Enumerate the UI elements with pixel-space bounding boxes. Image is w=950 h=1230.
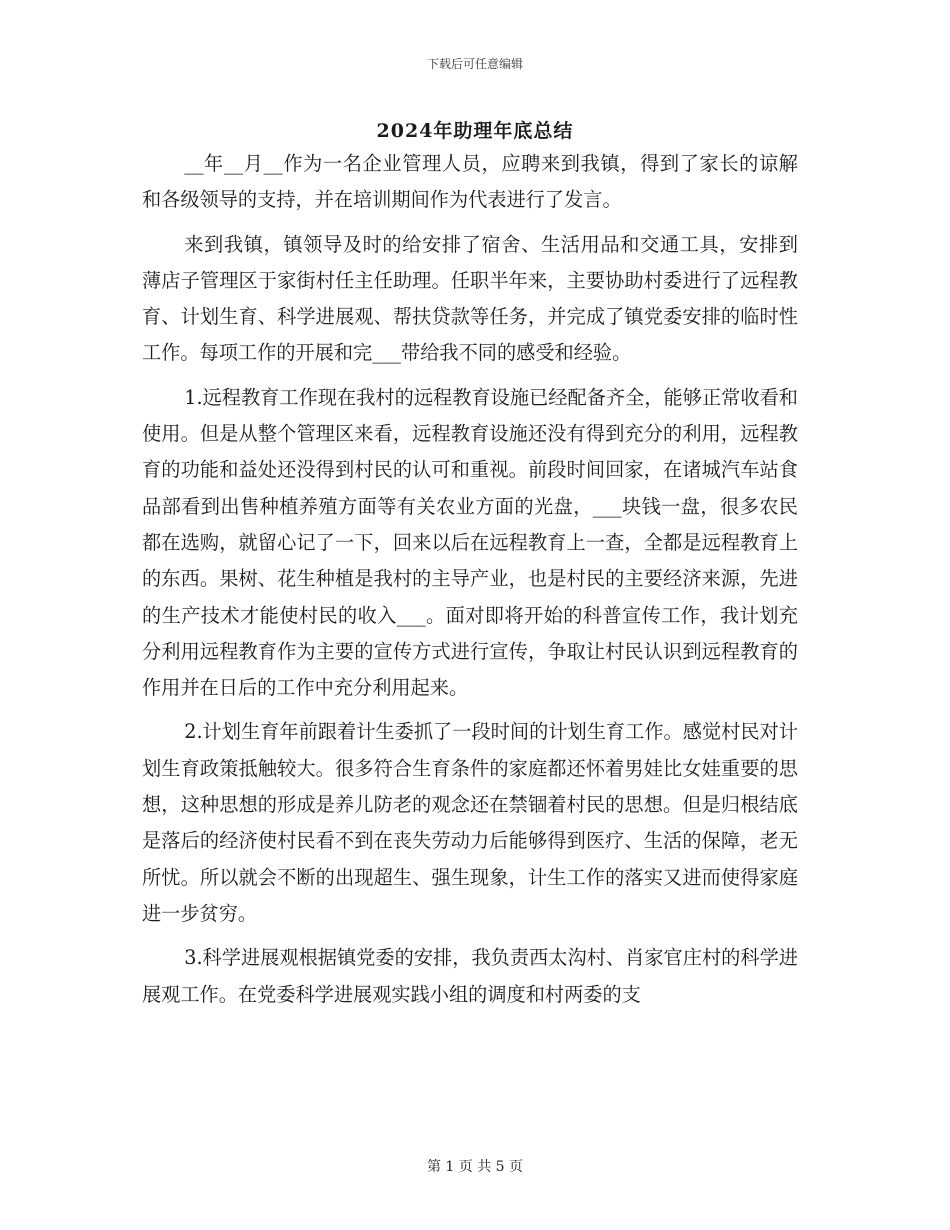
header-note: 下载后可任意编辑 bbox=[426, 57, 523, 71]
paragraph: __年__月__作为一名企业管理人员，应聘来到我镇，得到了家长的谅解和各级领导的支持，并在培训期间作为代表进行了发言。 bbox=[142, 152, 798, 212]
document-body bbox=[142, 146, 798, 1021]
document-title: 2024年助理年底总结 bbox=[376, 120, 574, 142]
paragraph: 来到我镇，镇领导及时的给安排了宿舍、生活用品和交通工具，安排到薄店子管理区于家街村任主任助理。任职半年来，主要协助村委进行了远程教育、计划生育、科学进展观、帮扶贷款等任务，并完成了镇党委安排的临时性工作。每项工作的开展和完___带给我不同的感受和经验。 bbox=[142, 232, 798, 365]
paragraph: 1.远程教育工作现在我村的远程教育设施已经配备齐全，能够正常收看和使用。但是从整个管理区来看，远程教育设施还没有得到充分的利用，远程教育的功能和益处还没得到村民的认可和重视。前段时间回家，在诸城汽车站食品部看到出售种植养殖方面等有关农业方面的光盘，___块钱一盘，很多农民都在选购，就留心记了一下，回来以后在远程教育上一查，全都是远程教育上的东西。果树、花生种植是我村的主导产业，也是村民的主要经济来源，先进的生产技术才能使村民的收入___。面对即将开始的科普宣传工作，我计划充分利用远程教育作为主要的宣传方式进行宣传，争取让村民认识到远程教育的作用并在日后的工作中充分利用起来。 bbox=[142, 385, 798, 700]
paragraph: 2.计划生育年前跟着计生委抓了一段时间的计划生育工作。感觉村民对计划生育政策抵触较大。很多符合生育条件的家庭都还怀着男娃比女娃重要的思想，这种思想的形成是养儿防老的观念还在禁锢着村民的思想。但是归根结底是落后的经济使村民看不到在丧失劳动力后能够得到医疗、生活的保障，老无所忧。所以就会不断的出现超生、强生现象，计生工作的落实又进而使得家庭进一步贫穷。 bbox=[142, 720, 798, 925]
page-number: 第 1 页 共 5 页 bbox=[426, 1159, 524, 1175]
paragraph: 3.科学进展观根据镇党委的安排，我负责西太沟村、肖家官庄村的科学进展观工作。在党委科学进展观实践小组的调度和村两委的支 bbox=[142, 946, 798, 1006]
